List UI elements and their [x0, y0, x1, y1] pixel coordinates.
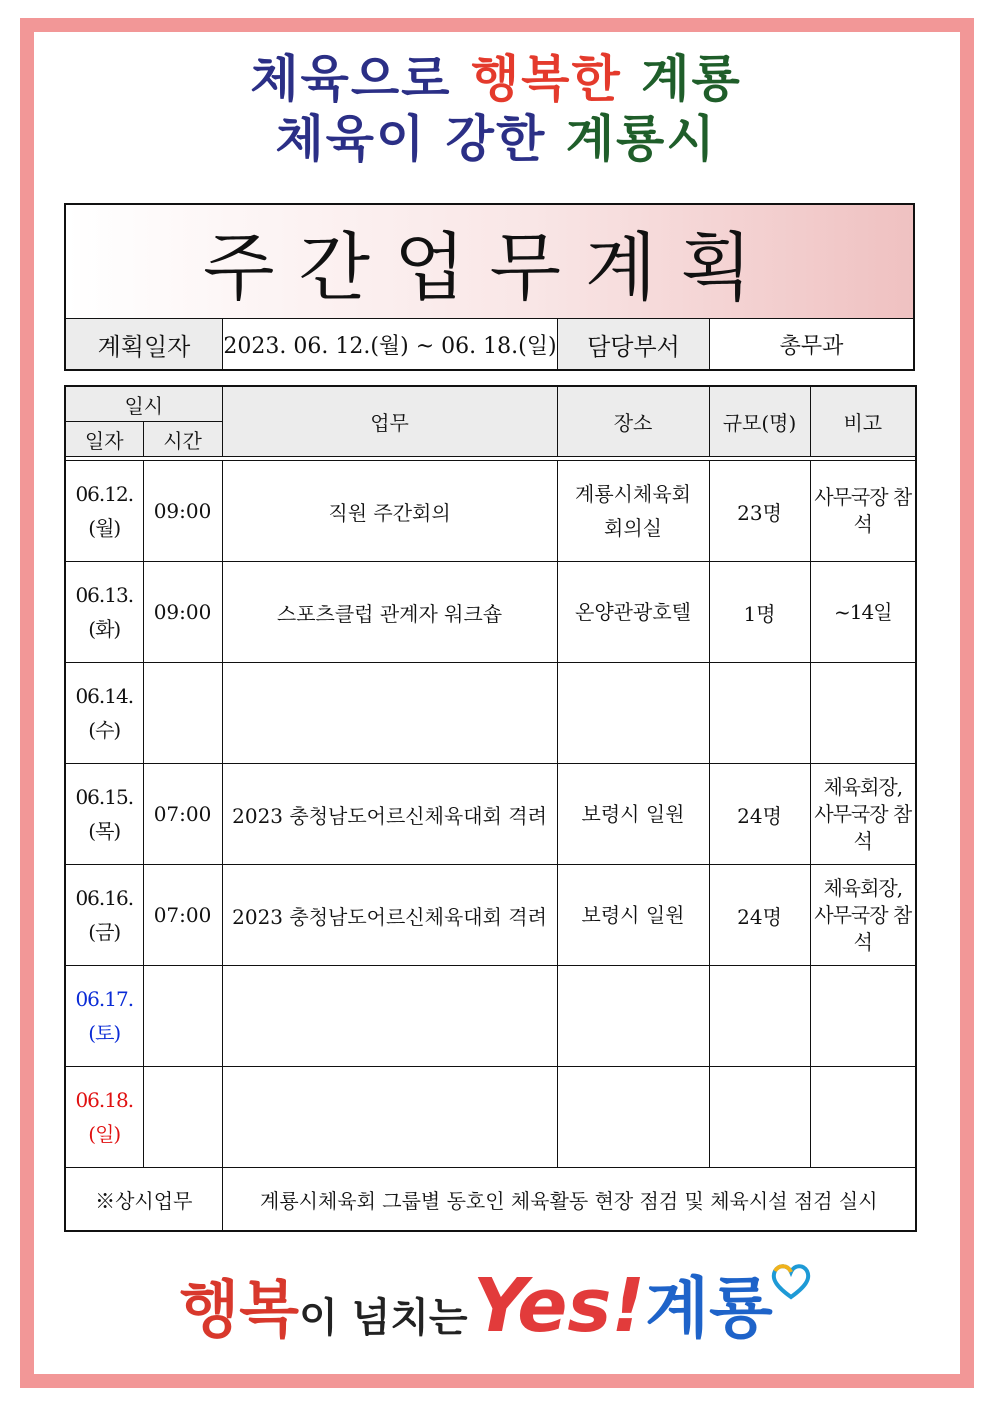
weekday-text: (화)	[88, 617, 121, 641]
schedule-table	[64, 385, 917, 1232]
place-text: 보령시 일원	[581, 802, 685, 826]
date-cell	[65, 1067, 143, 1168]
size-cell: 24명	[709, 865, 810, 966]
slogan-text: 계룡시	[565, 110, 717, 168]
size-cell: 1명	[709, 562, 810, 663]
date-cell	[65, 461, 143, 562]
footer-row	[65, 1168, 916, 1232]
size-cell	[709, 966, 810, 1067]
dept-value: 총무과	[779, 333, 844, 359]
time-cell: 07:00	[143, 865, 222, 966]
header-row	[65, 386, 916, 422]
note-cell	[810, 461, 916, 562]
place-text: 온양관광호텔	[575, 600, 691, 624]
weekday-text: (금)	[88, 920, 121, 944]
page-title: 주간업무계획	[66, 205, 913, 319]
logo-text: 계룡	[645, 1270, 773, 1347]
slogan-text: 행복한	[470, 50, 622, 108]
title-box	[64, 203, 915, 371]
place-cell	[557, 1067, 709, 1168]
slogan-text: 체육이 강한	[275, 110, 547, 168]
size-cell	[709, 1067, 810, 1168]
note-cell	[810, 1067, 916, 1168]
slogan-line-1	[0, 50, 992, 108]
weekday-text: (토)	[88, 1021, 121, 1045]
plan-date-value: 2023. 06. 12.(월) ~ 06. 18.(일)	[223, 319, 558, 369]
place-cell	[557, 966, 709, 1067]
note-cell	[810, 764, 916, 865]
weekday-text: (일)	[88, 1122, 121, 1146]
date-cell	[65, 562, 143, 663]
note-text: 체육회장,	[823, 774, 903, 799]
header-size: 규모(명)	[709, 386, 810, 457]
heart-icon	[769, 1261, 813, 1305]
size-cell: 24명	[709, 764, 810, 865]
place-cell	[557, 461, 709, 562]
weekday-text: (수)	[88, 718, 121, 742]
footer-label: ※상시업무	[65, 1168, 222, 1232]
note-cell	[810, 562, 916, 663]
note-cell	[810, 865, 916, 966]
header-datetime: 일시	[65, 386, 222, 422]
place-cell	[557, 865, 709, 966]
header-note: 비고	[810, 386, 916, 457]
place-cell	[557, 562, 709, 663]
dept-label: 담당부서	[558, 319, 710, 369]
place-text: 계룡시체육회	[575, 482, 691, 506]
table-row	[65, 461, 916, 562]
logo-text: 이 넘치는	[299, 1295, 468, 1341]
task-cell	[222, 966, 557, 1067]
note-text: 사무국장 참석	[814, 801, 912, 853]
time-cell: 07:00	[143, 764, 222, 865]
header-date: 일자	[65, 422, 143, 457]
date-text: 06.12.	[75, 482, 134, 506]
weekday-text: (목)	[88, 819, 121, 843]
place-cell	[557, 663, 709, 764]
note-text: 사무국장 참석	[814, 485, 912, 536]
size-cell	[709, 663, 810, 764]
place-cell	[557, 764, 709, 865]
time-cell	[143, 966, 222, 1067]
note-text: ~14일	[834, 599, 892, 624]
date-text: 06.14.	[75, 684, 134, 708]
time-cell: 09:00	[143, 562, 222, 663]
date-text: 06.16.	[75, 886, 134, 910]
slogan-text: 체육으로	[250, 50, 452, 108]
note-text: 체육회장,	[823, 875, 903, 900]
date-cell	[65, 865, 143, 966]
place-text: 보령시 일원	[581, 903, 685, 927]
note-cell	[810, 966, 916, 1067]
note-cell	[810, 663, 916, 764]
date-text: 06.13.	[75, 583, 134, 607]
date-cell	[65, 966, 143, 1067]
plan-date-label: 계획일자	[66, 319, 223, 369]
task-cell: 2023 충청남도어르신체육대회 격려	[222, 764, 557, 865]
table-row	[65, 966, 916, 1067]
slogan-line-2	[0, 110, 992, 168]
weekday-text: (월)	[88, 516, 121, 540]
footer-value: 계룡시체육회 그룹별 동호인 체육활동 현장 점검 및 체육시설 점검 실시	[222, 1168, 916, 1232]
time-cell	[143, 1067, 222, 1168]
header-place: 장소	[557, 386, 709, 457]
task-cell: 스포츠클럽 관계자 워크숍	[222, 562, 557, 663]
date-cell	[65, 764, 143, 865]
table-row	[65, 1067, 916, 1168]
table-row	[65, 764, 916, 865]
info-row	[66, 319, 913, 369]
date-text: 06.15.	[75, 785, 134, 809]
table-row	[65, 865, 916, 966]
time-cell: 09:00	[143, 461, 222, 562]
note-text: 사무국장 참석	[814, 902, 912, 954]
date-text: 06.18.	[75, 1088, 134, 1112]
table-row	[65, 562, 916, 663]
bottom-logo	[0, 1255, 992, 1350]
date-text: 06.17.	[75, 987, 134, 1011]
time-cell	[143, 663, 222, 764]
size-cell: 23명	[709, 461, 810, 562]
table-row	[65, 663, 916, 764]
task-cell	[222, 663, 557, 764]
logo-text: Yes!	[473, 1263, 646, 1349]
task-cell: 2023 충청남도어르신체육대회 격려	[222, 865, 557, 966]
date-cell	[65, 663, 143, 764]
place-text: 회의실	[604, 516, 662, 540]
header-time: 시간	[143, 422, 222, 457]
task-cell	[222, 1067, 557, 1168]
header-task: 업무	[222, 386, 557, 457]
logo-text: 행복	[179, 1273, 300, 1346]
task-cell: 직원 주간회의	[222, 461, 557, 562]
slogan-text: 계룡	[641, 50, 742, 108]
